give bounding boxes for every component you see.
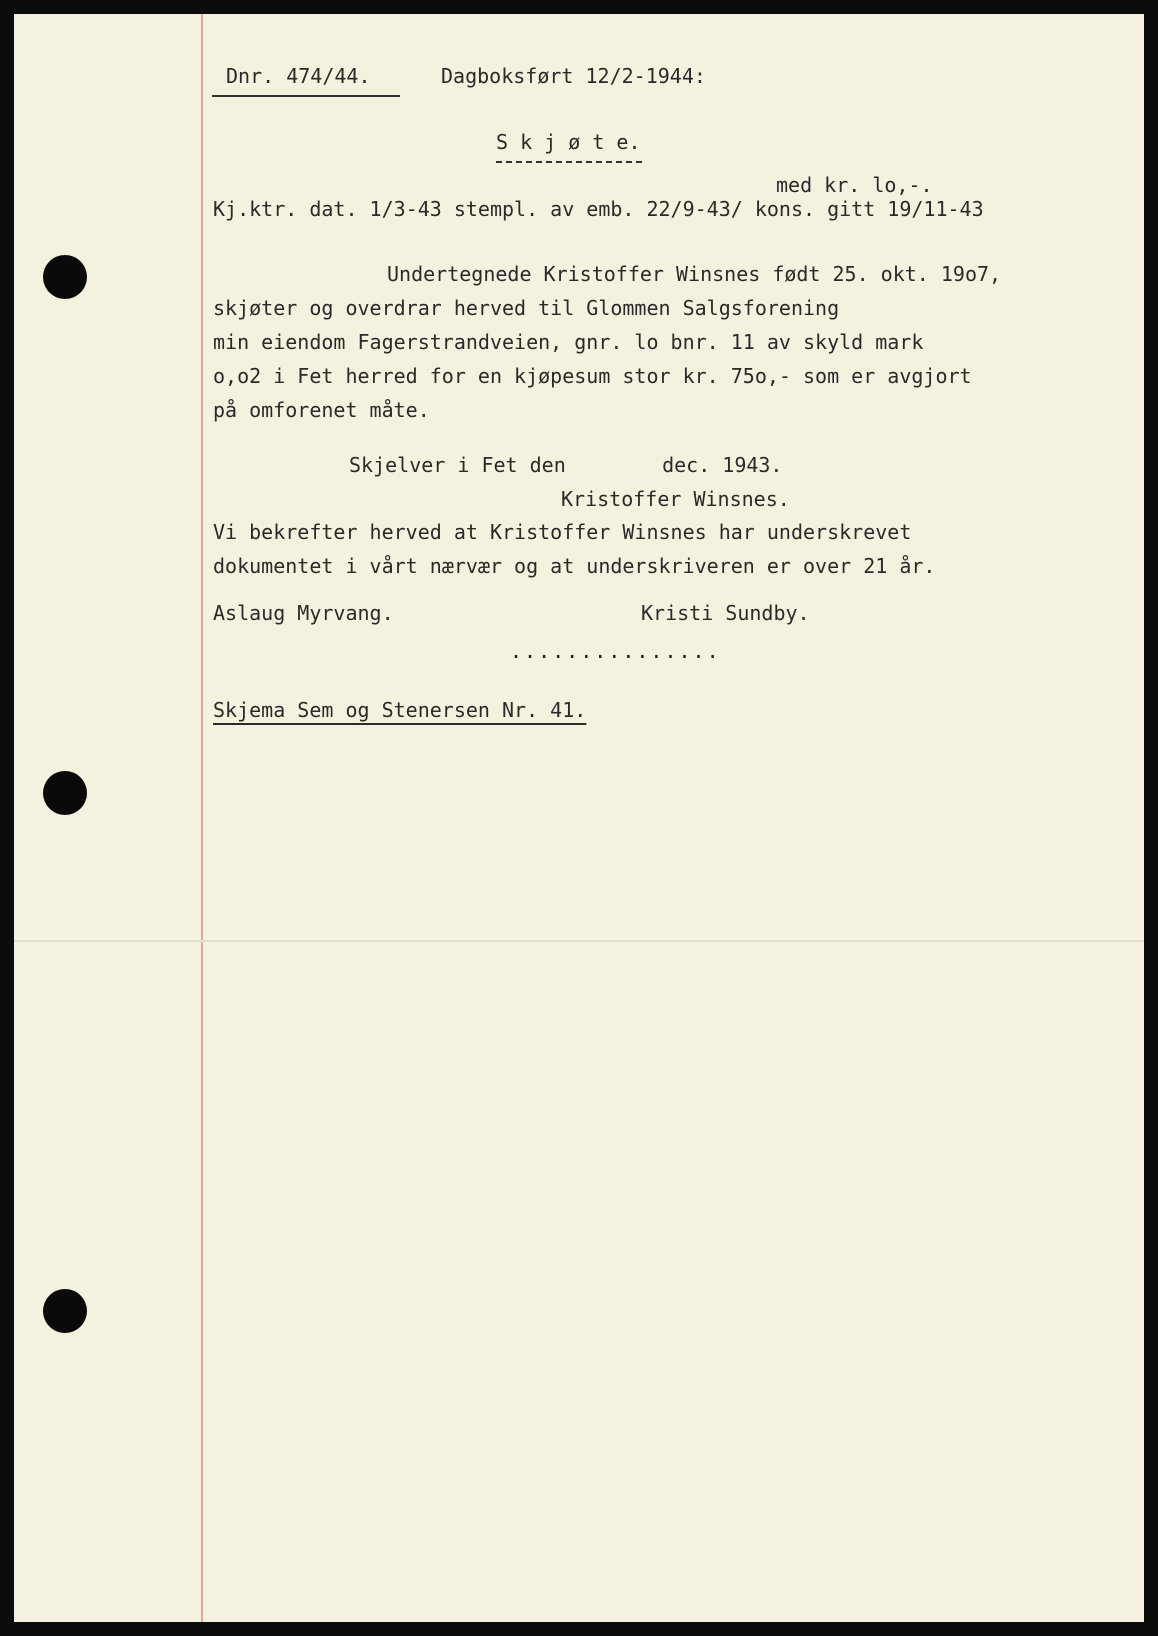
body-line: skjøter og overdrar herved til Glommen Salgsforening: [213, 296, 840, 320]
form-reference: Skjema Sem og Stenersen Nr. 41.: [213, 698, 587, 722]
witness-statement-line: Vi bekrefter herved at Kristoffer Winsnes har underskrevet: [213, 520, 912, 544]
dnr-number: Dnr. 474/44.: [226, 64, 371, 88]
punch-hole: [43, 255, 87, 299]
witness-statement-line: dokumentet i vårt nærvær og at underskriveren er over 21 år.: [213, 554, 936, 578]
body-line: o,o2 i Fet herred for en kjøpesum stor kr. 75o,- som er avgjort: [213, 364, 972, 388]
dnr-underline: [212, 95, 400, 97]
dotted-separator: ...............: [510, 639, 721, 663]
witness-right: Kristi Sundby.: [641, 601, 810, 625]
dagbok-date: Dagboksført 12/2-1944:: [441, 64, 706, 88]
fold-line: [14, 940, 1144, 942]
title-underline: [496, 161, 642, 163]
place-date: Skjelver i Fet den dec. 1943.: [349, 453, 783, 477]
punch-hole: [43, 771, 87, 815]
document-page: [14, 14, 1144, 1622]
body-line: min eiendom Fagerstrandveien, gnr. lo bnr. 11 av skyld mark: [213, 330, 924, 354]
margin-rule: [201, 14, 203, 1622]
stamp-note: med kr. lo,-.: [776, 173, 933, 197]
punch-hole: [43, 1289, 87, 1333]
body-line: Undertegnede Kristoffer Winsnes født 25. okt. 19o7,: [387, 262, 1002, 286]
witness-left: Aslaug Myrvang.: [213, 601, 394, 625]
registration-line: Kj.ktr. dat. 1/3-43 stempl. av emb. 22/9-43/ kons. gitt 19/11-43: [213, 197, 984, 221]
document-title: S k j ø t e.: [496, 130, 641, 154]
body-line: på omforenet måte.: [213, 398, 430, 422]
seller-signature: Kristoffer Winsnes.: [561, 487, 790, 511]
